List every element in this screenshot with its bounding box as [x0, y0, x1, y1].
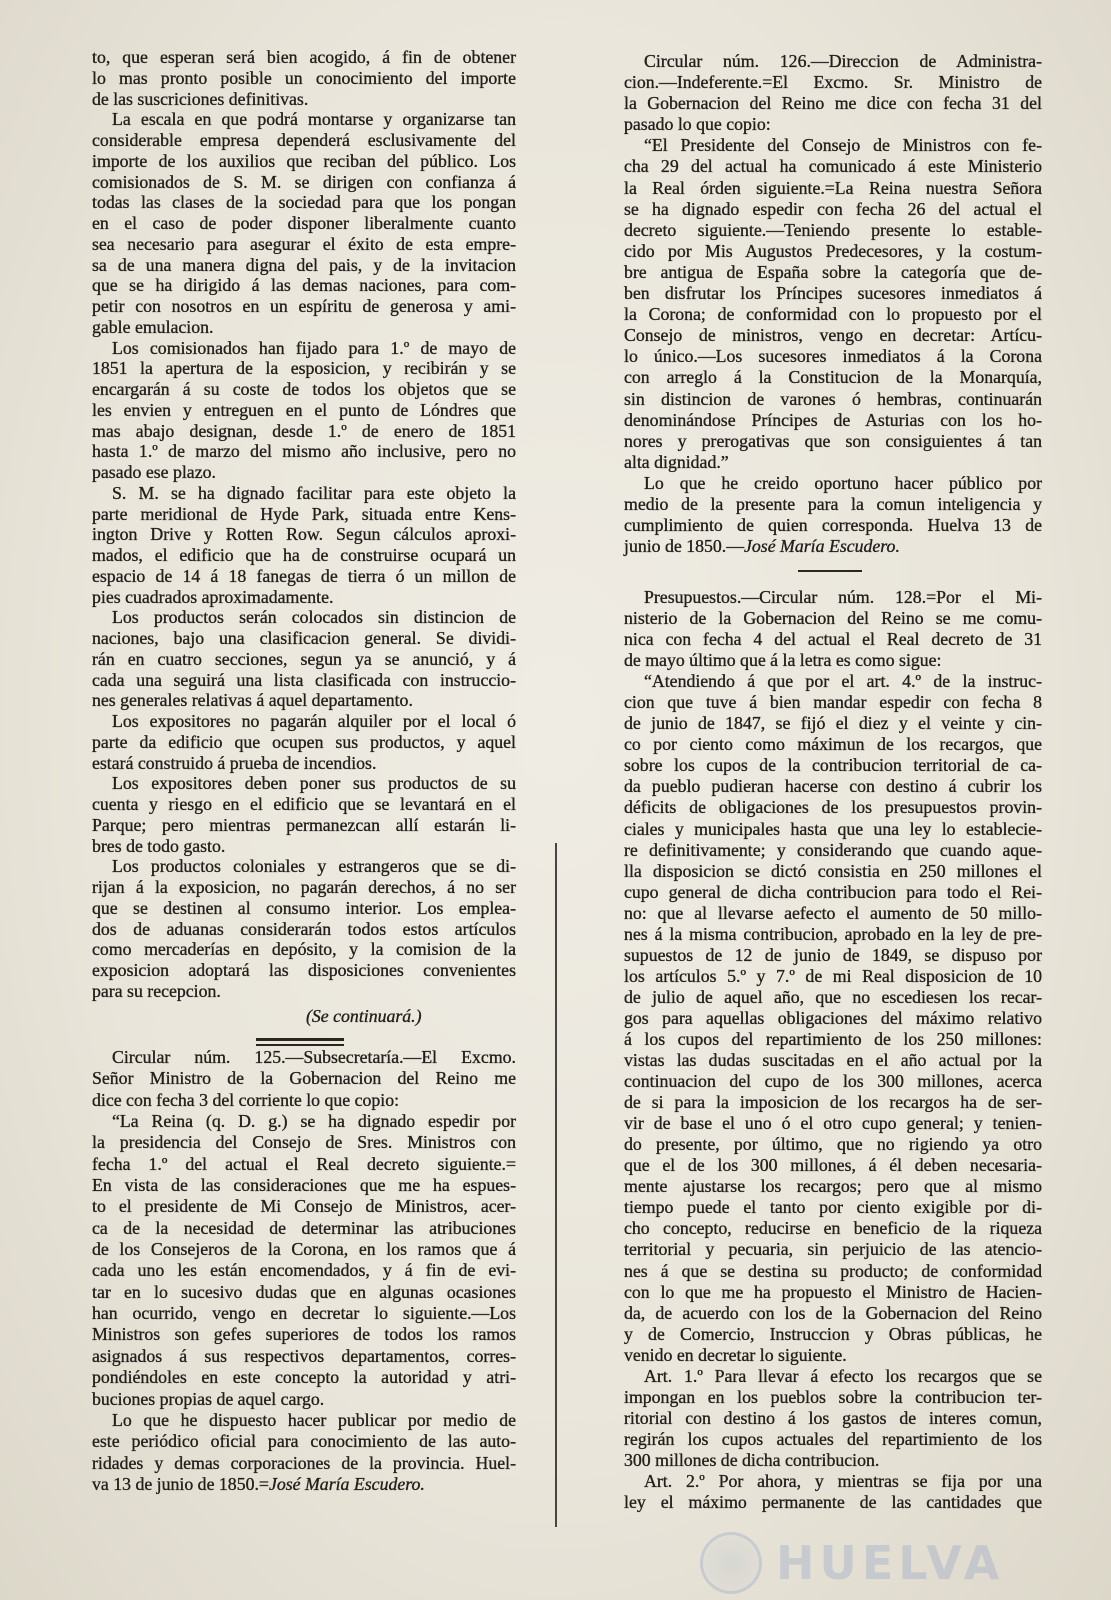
text-line: tiempo puede el tanto por ciento exigible por di-	[624, 1197, 1042, 1218]
text-line: lo único.—Los sucesores inmediatos á la Corona	[624, 346, 1042, 367]
text-line: la Real órden siguiente.=La Reina nuestra Señora	[624, 177, 1042, 198]
text-line: de los Consejeros de la Corona, en los ramos que á	[92, 1239, 516, 1260]
text-line: nes á que se destina su producto; de conformidad	[624, 1260, 1042, 1281]
archive-watermark	[700, 1530, 1040, 1596]
text-line: considerable empresa dependerá esclusivamente del	[92, 130, 516, 150]
text-line: en el caso de poder disponer liberalmente cuanto	[92, 213, 516, 233]
paragraph	[624, 473, 1042, 557]
text-line: gos para aquellas obligaciones del máximo relativo	[624, 1007, 1042, 1028]
text-line: Los expositores deben poner sus productos de su	[112, 773, 516, 794]
text-line: vistas las dudas suscitadas en el año actual por la	[624, 1050, 1042, 1071]
text-line: que se ha dirigido á las demas naciones, para com-	[92, 275, 516, 296]
text-line: venido en decretar lo siguiente.	[624, 1344, 847, 1365]
text-line: gable emulacion.	[92, 316, 214, 337]
paragraph	[92, 711, 516, 773]
text-line: nica con fecha 4 del actual el Real decreto de 31	[624, 629, 1042, 650]
text-line: lo mas pronto posible un conocimiento del importe	[92, 67, 516, 88]
text-line: En vista de las consideraciones que me ha espues-	[92, 1175, 516, 1196]
paragraph	[92, 773, 516, 856]
text-line: Consejo de ministros, vengo en decretar: Artícu-	[624, 325, 1042, 346]
text-line: nisterio de la Gobernacion del Reino se me comu-	[624, 608, 1042, 629]
paragraph	[624, 587, 1042, 671]
text-line: cada uno les están encomendados, y á fin de evi-	[92, 1260, 516, 1281]
text-line: La escala en que podrá montarse y organizarse tan	[112, 109, 516, 130]
text-line: todas las clases de la sociedad para que los pongan	[92, 192, 516, 213]
text-line: espacio de 14 á 18 fanegas de tierra ó un millon de	[92, 565, 516, 586]
text-line: cha 29 del actual ha comunicado á este Ministerio	[624, 156, 1042, 177]
paragraph	[92, 483, 516, 608]
text-line: la Gobernacion del Reino me dice con fecha 31 del	[624, 93, 1042, 114]
text-line: regirán los cupos actuales del repartimiento de los	[624, 1428, 1042, 1449]
text-line: bre antigua de España sobre la categoría que de-	[624, 261, 1042, 282]
text-line: alta dignidad.”	[624, 451, 729, 472]
text-line: que se destinen al consumo interior. Los emplea-	[92, 897, 516, 918]
text-line: pies cuadrados aproximadamente.	[92, 586, 334, 607]
text-line: ritorial con destino á los gastos de interes comun,	[624, 1407, 1042, 1428]
watermark-text: HUELVA	[776, 1536, 1005, 1590]
text-line: como mercaderías en depósito, y la comision de la	[92, 939, 516, 960]
text-line: y de Comercio, Instruccion y Obras públicas, he	[624, 1323, 1042, 1344]
text-line: sobre los cupos de la contribucion territorial de ca-	[624, 755, 1042, 776]
text-line: ridades y demas corporaciones de la provincia. Huel-	[92, 1452, 516, 1473]
text-line: á los cupos del repartimiento de los 250 millones:	[624, 1028, 1042, 1049]
text-line: con lo que me ha propuesto el Ministro de Hacien-	[624, 1281, 1042, 1302]
double-rule-divider	[256, 1038, 344, 1041]
text-line	[624, 536, 1042, 557]
text-line: se ha dignado espedir con fecha 26 del actual el	[624, 198, 1042, 219]
text-line: cada una seguirá una lista clasificada con instruccio-	[92, 669, 516, 690]
paragraph	[92, 607, 516, 711]
text-line: supuestos de 12 de junio de 1849, se dispuso por	[624, 944, 1042, 965]
text-line: estará construido á prueba de incendios.	[92, 752, 377, 773]
text-line: de mayo último que á la letra es como sigue:	[624, 650, 942, 671]
text-line: Señor Ministro de la Gobernacion del Reino me	[92, 1068, 516, 1089]
text-line: “Atendiendo á que por el art. 4.º de la instruc-	[644, 671, 1042, 692]
text-line: nes á la misma contribucion, aprobado en la ley de pre-	[624, 923, 1042, 944]
text-line: Art. 1.º Para llevar á efecto los recargos que se	[644, 1365, 1042, 1386]
line-text: junio de 1850.—	[624, 536, 745, 557]
continuation-note: (Se continuará.)	[306, 1006, 422, 1026]
text-line: mente ajustarse los recargos; pero que al mismo	[624, 1176, 1042, 1197]
text-line: de junio de 1847, se fijó el diez y el veinte y cin-	[624, 713, 1042, 734]
text-line: S. M. se ha dignado facilitar para este objeto la	[112, 482, 516, 503]
paragraph	[92, 1047, 516, 1111]
text-line: to, que esperan será bien acogido, á fin de obtener	[92, 47, 516, 67]
text-line: ciales y municipales hasta que una ley lo establecie-	[624, 818, 1042, 839]
text-line: déficits de obligaciones de los presupuestos provin-	[624, 797, 1042, 818]
text-line: pasado lo que copio:	[624, 114, 771, 135]
text-line: sin distincion de varones ó hembras, continuarán	[624, 388, 1042, 409]
text-line: ington Drive y Rotten Row. Segun cálculos aproxi-	[92, 524, 516, 545]
circular-125	[92, 1047, 516, 1495]
text-line: re definitivamente; y considerando que cuando aque-	[624, 839, 1042, 860]
paragraph	[624, 1366, 1042, 1471]
text-line: co por ciento como máximun de los recargos, que	[624, 734, 1042, 755]
text-line: fecha 1.º del actual el Real decreto siguiente.=	[92, 1153, 516, 1174]
text-line: naciones, bajo una clasificacion general. Se dividi-	[92, 628, 516, 648]
text-line: rán en cuatro secciones, segun ya se anunció, y á	[92, 648, 516, 669]
text-line: da, de acuerdo con los de la Gobernacion del Reino	[624, 1302, 1042, 1323]
text-line: Art. 2.º Por ahora, y mientras se fija por una	[644, 1470, 1042, 1491]
text-line: con arreglo á la Constitucion de la Monarquía,	[624, 367, 1042, 388]
text-line: lla disposicion se dictó consistia en 250 millones el	[624, 860, 1042, 881]
text-line: de si para la imposicion de los recargos ha de ser-	[624, 1092, 1042, 1113]
text-line: mados, el edificio que ha de construirse ocupará un	[92, 545, 516, 565]
exposition-article	[92, 47, 516, 1002]
text-line: exposicion adoptará las disposiciones convenientes	[92, 960, 516, 980]
text-line: cuenta y riesgo en el edificio que se levantará en el	[92, 794, 516, 814]
text-line: denominándose Príncipes de Asturias con los ho-	[624, 409, 1042, 430]
paragraph	[624, 51, 1042, 135]
text-line: continuacion del cupo de los 300 millones, acerca	[624, 1071, 1042, 1092]
paragraph	[92, 1111, 516, 1410]
line-text: va 13 de junio de 1850.=	[92, 1473, 269, 1494]
column-rule	[555, 843, 557, 1527]
text-line: Circular núm. 126.—Direccion de Administra-	[644, 51, 1042, 71]
paragraph	[92, 1410, 516, 1495]
text-line: vir de base el uno ó el otro cupo general; y tenien-	[624, 1113, 1042, 1134]
text-line: Los productos serán colocados sin distincion de	[112, 607, 516, 628]
text-line: cupo general de dicha contribucion para todo el Rei-	[624, 881, 1042, 902]
circular-128	[624, 587, 1042, 1513]
text-line: Los productos coloniales y estrangeros que se di-	[112, 856, 516, 877]
text-line: “El Presidente del Consejo de Ministros con fe-	[644, 135, 1042, 156]
text-line: do presente, por último, que no rigiendo ya otro	[624, 1134, 1042, 1155]
text-line: territorial y pecuaria, sin perjuicio de las atencio-	[624, 1239, 1042, 1260]
text-line: nes generales relativas á aquel departamento.	[92, 690, 413, 711]
text-line: Los expositores no pagarán alquiler por el local ó	[112, 711, 516, 731]
text-line: buciones propias de aquel cargo.	[92, 1388, 325, 1409]
section-divider	[798, 570, 862, 572]
text-line: la Corona; de conformidad con lo propuesto por el	[624, 304, 1042, 325]
text-line: Lo que he dispuesto hacer publicar por medio de	[112, 1409, 516, 1430]
text-line: Presupuestos.—Circular núm. 128.=Por el Mi-	[644, 587, 1042, 607]
paragraph	[624, 1471, 1042, 1513]
text-line: parte da edificio que ocupen sus productos, y aquel	[92, 731, 516, 752]
text-line: Los comisionados han fijado para 1.º de mayo de	[112, 337, 516, 358]
circular-126	[624, 51, 1042, 557]
text-line: para su recepcion.	[92, 980, 221, 1001]
text-line: cion que tuve á bien mandar espedir con fecha 8	[624, 692, 1042, 713]
text-line: parte meridional de Hyde Park, situada entre Kens-	[92, 503, 516, 524]
text-line: de julio de aquel año, que no escediesen los recar-	[624, 986, 1042, 1007]
text-line: Ministros son gefes superiores de todos los ramos	[92, 1324, 516, 1345]
paragraph	[624, 671, 1042, 1366]
text-line: bres de todo gasto.	[92, 835, 226, 856]
text-line: ca de la necesidad de determinar las atribuciones	[92, 1217, 516, 1238]
text-line: hasta 1.º de marzo del mismo año inclusive, pero no	[92, 441, 516, 462]
text-line: to el presidente de Mi Consejo de Ministros, acer-	[92, 1196, 516, 1217]
paragraph	[92, 338, 516, 483]
text-line: encargarán á su coste de todos los objetos que se	[92, 379, 516, 399]
text-line	[92, 1474, 516, 1495]
text-line: no: que al llevarse aefecto el aumento de 50 millo-	[624, 902, 1042, 923]
text-line: ben disfrutar los Príncipes sucesores inmediatos á	[624, 283, 1042, 304]
paragraph	[92, 47, 516, 109]
text-line: ley el máximo permanente de las cantidades que	[624, 1492, 1042, 1513]
signature: José María Escudero.	[268, 1473, 425, 1494]
text-line: la presidencia del Consejo de Sres. Ministros con	[92, 1132, 516, 1153]
text-line: medio de la presente para la comun inteligencia y	[624, 493, 1042, 514]
paragraph	[92, 109, 516, 337]
text-line: cion.—Indeferente.=El Excmo. Sr. Ministro de	[624, 72, 1042, 93]
text-line: Parque; pero mientras permanezcan allí estarán li-	[92, 814, 516, 835]
text-line: petir con nosotros en un espíritu de generosa y ami-	[92, 296, 516, 316]
text-line: decreto siguiente.—Teniendo presente lo estable-	[624, 219, 1042, 240]
text-line: asignados á sus respectivos departamentos, corres-	[92, 1345, 516, 1366]
text-line: sa de una manera digna del pais, y de la invitacion	[92, 254, 516, 275]
text-line: dice con fecha 3 del corriente lo que copio:	[92, 1089, 400, 1110]
text-line: comisionados de S. M. se dirigen con confianza á	[92, 171, 516, 192]
text-line: Lo que he creido oportuno hacer público por	[644, 472, 1042, 493]
watermark-emblem-icon	[700, 1532, 762, 1594]
text-line: han ocurrido, vengo en decretar lo siguiente.—Los	[92, 1303, 516, 1324]
text-line: les envien y entreguen en el punto de Lóndres que	[92, 399, 516, 420]
paragraph	[92, 856, 516, 1001]
paragraph	[624, 135, 1042, 473]
text-line: “La Reina (q. D. g.) se ha dignado espedir por	[112, 1111, 516, 1132]
text-line: que el de los 300 millones, á él deben necesaria-	[624, 1155, 1042, 1176]
text-line: 300 millones de dicha contribucion.	[624, 1449, 880, 1470]
text-line: de las suscriciones definitivas.	[92, 88, 309, 109]
text-line: cido por Mis Augustos Predecesores, y la costum-	[624, 240, 1042, 261]
signature: José María Escudero.	[744, 536, 900, 557]
text-line: mas abajo designan, desde 1.º de enero de 1851	[92, 420, 516, 441]
text-line: nores y prerogativas que son consiguientes á tan	[624, 430, 1042, 451]
text-line: cumplimiento de quien corresponda. Huelva 13 de	[624, 515, 1042, 536]
text-line: 1851 la apertura de la esposicion, y recibirán y se	[92, 358, 516, 379]
text-line: pondiéndoles en este concepto la autoridad y atri-	[92, 1367, 516, 1388]
text-line: pasado ese plazo.	[92, 462, 216, 482]
text-line: dos de aduanas considerarán todos estos artículos	[92, 918, 516, 939]
text-line: Circular núm. 125.—Subsecretaría.—El Excmo.	[112, 1047, 516, 1067]
text-line: rijan á la exposicion, no pagarán derechos, á no ser	[92, 877, 516, 897]
text-line: los artículos 5.º y 7.º de mi Real disposicion de 10	[624, 965, 1042, 986]
text-line: impongan en los pueblos sobre la contribucion ter-	[624, 1386, 1042, 1407]
text-line: sea necesario para asegurar el éxito de esta empre-	[92, 233, 516, 254]
text-line: cho concepto, reducirse en beneficio de la riqueza	[624, 1218, 1042, 1239]
text-line: importe de los auxilios que reciban del público. Los	[92, 150, 516, 171]
text-line: tar en lo sucesivo dudas que en algunas ocasiones	[92, 1281, 516, 1302]
text-line: da pueblo pudieran hacerse con destino á cubrir los	[624, 776, 1042, 797]
text-line: este periódico oficial para conocimiento de las auto-	[92, 1431, 516, 1452]
